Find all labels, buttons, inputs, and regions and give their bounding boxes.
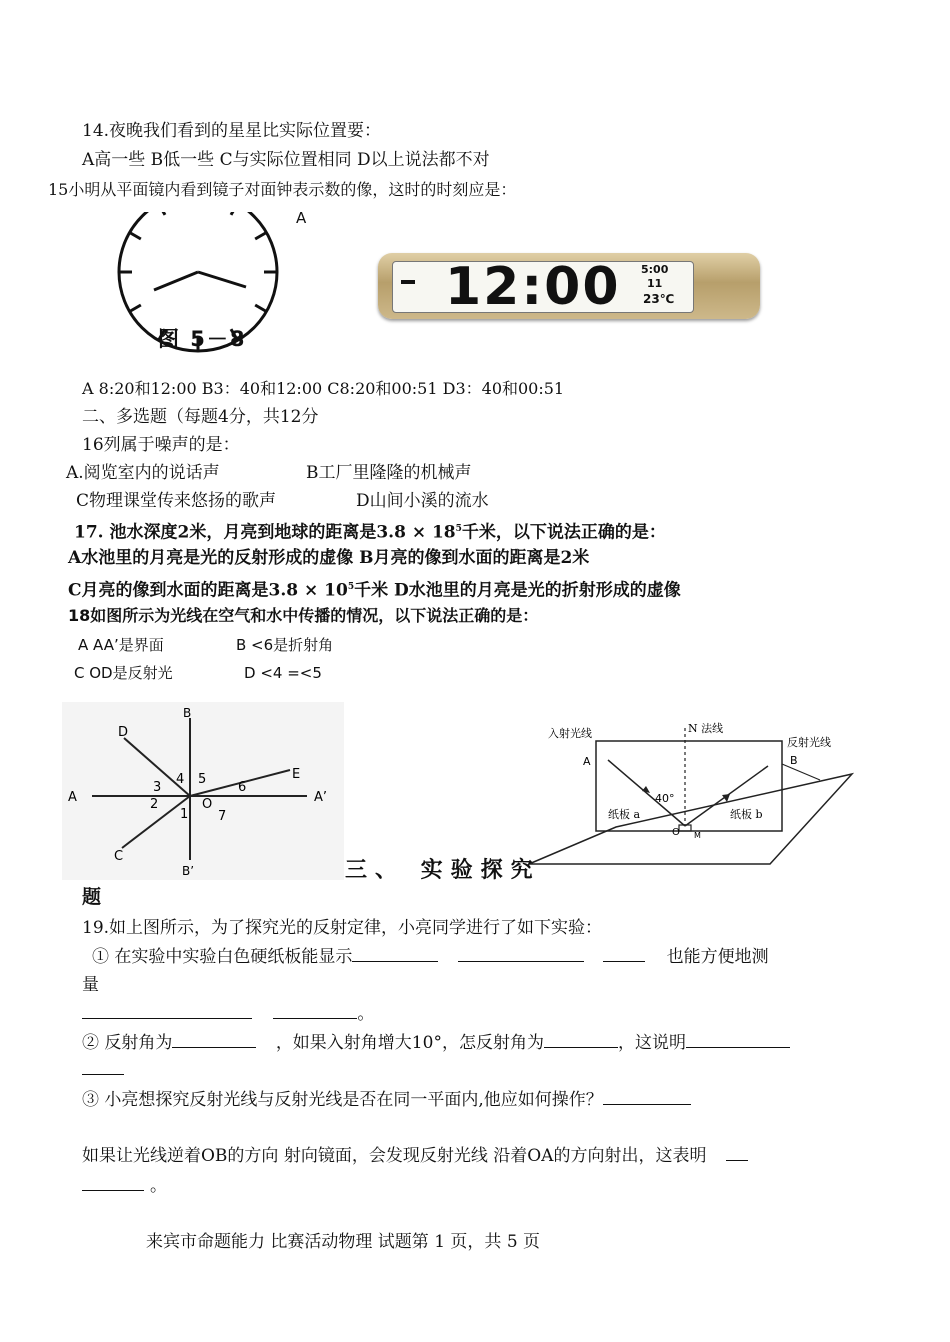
board-b-edge xyxy=(782,764,820,780)
q16-opt-b: B工厂里隆隆的机械声 xyxy=(306,463,472,483)
label-3: 3 xyxy=(153,780,162,795)
digital-clock-dash-icon xyxy=(401,280,415,284)
digital-clock-screen xyxy=(392,257,694,317)
q19-part4: 如果让光线逆着OB的方向 射向镜面，会发现反射光线 沿着OA的方向射出，这表明 xyxy=(82,1144,748,1167)
label-board-a: 纸板 a xyxy=(608,808,641,821)
label-angle: 40° xyxy=(655,792,675,805)
blank-2d[interactable] xyxy=(82,1058,124,1075)
q18-opt-c: C OD是反射光 xyxy=(74,664,173,682)
q19-part2: ② 反射角为 ，如果入射角增大10°，怎反射角为 ，这说明 xyxy=(82,1031,790,1054)
blank-1e[interactable] xyxy=(273,1002,357,1019)
blank-2a[interactable] xyxy=(172,1031,256,1048)
q19-part1-blanks: 。 xyxy=(82,1002,374,1025)
digital-clock-small-mid: 11 xyxy=(647,277,663,290)
blank-4a[interactable] xyxy=(726,1144,748,1161)
q18-opt-b: B <6是折射角 xyxy=(236,636,334,654)
refraction-figure-background xyxy=(62,702,344,880)
clock-tick xyxy=(231,212,238,215)
label-e: E xyxy=(292,767,301,782)
label-2: 2 xyxy=(150,797,159,812)
clock-tick xyxy=(130,305,141,312)
clock-tick xyxy=(159,212,166,215)
label-6: 6 xyxy=(238,780,247,795)
label-board-b: 纸板 b xyxy=(730,808,763,821)
label-4: 4 xyxy=(176,772,185,787)
section3-suffix: 题 xyxy=(82,886,102,908)
label-d: D xyxy=(118,725,129,740)
blank-4b[interactable] xyxy=(82,1174,144,1191)
q16-opt-c: C物理课堂传来悠扬的歌声 xyxy=(76,491,277,511)
clock-tick xyxy=(255,305,266,312)
label-7: 7 xyxy=(218,809,227,824)
blank-1b[interactable] xyxy=(458,945,584,962)
blank-1c[interactable] xyxy=(603,945,645,962)
q15-label-a: A xyxy=(296,209,307,227)
blank-1a[interactable] xyxy=(352,945,438,962)
label-c: C xyxy=(114,849,124,864)
q19-part3: ③ 小亮想探究反射光线与反射光线是否在同一平面内,他应如何操作？ xyxy=(82,1088,691,1111)
blank-2c[interactable] xyxy=(686,1031,790,1048)
digital-clock-small-bot: 23℃ xyxy=(643,292,675,306)
q19-stem: 19.如上图所示，为了探究光的反射定律，小亮同学进行了如下实验： xyxy=(82,918,603,938)
label-a-prime: A’ xyxy=(314,790,328,805)
q19-part2-wrap xyxy=(82,1058,124,1081)
clock-caption: 图 5－8 xyxy=(158,327,247,351)
label-1: 1 xyxy=(180,807,189,822)
label-5: 5 xyxy=(198,772,207,787)
refraction-figure xyxy=(62,702,344,880)
q14-options: A高一些 B低一些 C与实际位置相同 D以上说法都不对 xyxy=(82,150,490,170)
label-reflected: 反射光线 xyxy=(787,736,831,749)
q19-part1: ① 在实验中实验白色硬纸板能显示 也能方便地测 xyxy=(92,947,769,967)
clock-tick xyxy=(130,233,141,240)
q17-line2: A水池里的月亮是光的反射形成的虚像 B月亮的像到水面的距离是2米 xyxy=(68,548,590,568)
label-a: A xyxy=(68,790,77,805)
q16-stem: 16列属于噪声的是： xyxy=(82,435,240,455)
q19-part4-wrap: 。 xyxy=(82,1174,167,1197)
q16-opt-a: A.阅览室内的说话声 xyxy=(66,463,220,483)
blank-1d[interactable] xyxy=(82,1002,252,1019)
label-point-b: B xyxy=(790,754,798,767)
label-o: O xyxy=(672,827,680,838)
label-normal: N 法线 xyxy=(688,722,724,735)
label-m: M xyxy=(694,831,701,840)
clock-hand-minute xyxy=(198,272,246,287)
q14-stem: 14.夜晚我们看到的星星比实际位置要： xyxy=(82,121,382,141)
q15-stem: 15小明从平面镜内看到镜子对面钟表示数的像，这时的时刻应是： xyxy=(48,180,517,199)
mirror-plane xyxy=(529,774,852,864)
q16-opt-d: D山间小溪的流水 xyxy=(356,491,489,511)
digital-clock-small-top: 5:00 xyxy=(641,263,669,276)
q17-stem: 17. 池水深度2米，月亮到地球的距离是$3.8 \times 18^5$千米，以下说法正确的是： xyxy=(74,522,666,543)
label-point-a: A xyxy=(583,755,591,768)
clock-tick xyxy=(255,233,266,240)
q18-stem: 18如图所示为光线在空气和水中传播的情况，以下说法正确的是： xyxy=(68,606,539,625)
q19-part1-wrap: 量 xyxy=(82,975,99,995)
q17-line3: C月亮的像到水面的距离是$3.8 \times 10^5$千米 D水池里的月亮是光的折射形成的虚像 xyxy=(68,580,681,601)
digital-clock xyxy=(378,253,760,319)
label-o: O xyxy=(202,797,213,812)
incident-arrow-icon xyxy=(642,786,650,793)
page-footer: 来宾市命题能力 比赛活动物理 试题第 1 页，共 5 页 xyxy=(146,1232,541,1252)
clock-hand-hour xyxy=(154,272,198,290)
label-b-prime: B’ xyxy=(182,864,195,878)
q18-opt-a: A AA’是界面 xyxy=(78,636,164,654)
section3-title: 三、 实验探究 xyxy=(345,857,541,883)
label-b: B xyxy=(183,706,192,720)
section2-heading: 二、多选题（每题4分，共12分 xyxy=(82,407,319,427)
q15-options: A 8:20和12:00 B3：40和12:00 C8:20和00:51 D3：40和00:51 xyxy=(82,379,565,398)
blank-3a[interactable] xyxy=(603,1088,691,1105)
digital-clock-time: 12:00 xyxy=(445,257,621,317)
blank-2b[interactable] xyxy=(544,1031,618,1048)
label-incident: 入射光线 xyxy=(548,727,592,740)
q18-opt-d: D <4 =<5 xyxy=(244,664,322,682)
reflection-figure xyxy=(524,716,854,882)
